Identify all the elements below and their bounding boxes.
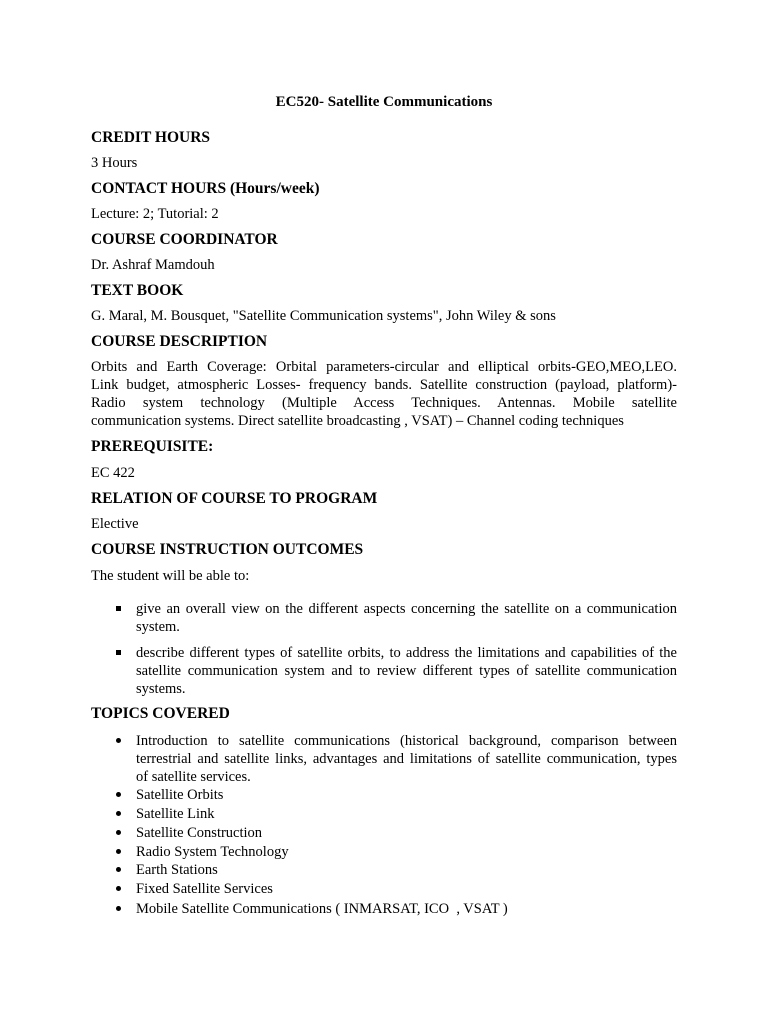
prerequisite-value: EC 422 <box>91 465 135 481</box>
dot-bullet-icon <box>116 886 121 891</box>
outcome-line: describe different types of satellite orbits, to address the limitations and capabilities of the <box>136 645 677 661</box>
course-description-heading: COURSE DESCRIPTION <box>91 333 268 350</box>
dot-bullet-icon <box>116 849 121 854</box>
course-coordinator-value: Dr. Ashraf Mamdouh <box>91 257 215 273</box>
course-title: EC520- Satellite Communications <box>275 94 493 110</box>
credit-hours-value: 3 Hours <box>91 155 138 171</box>
topic-item-text <box>136 732 677 786</box>
dot-bullet-icon <box>116 830 121 835</box>
topic-line: terrestrial and satellite links, advantages and limitations of satellite communication, types <box>136 751 677 767</box>
credit-hours-heading: CREDIT HOURS <box>91 129 211 146</box>
contact-hours-value: Lecture: 2; Tutorial: 2 <box>91 206 219 222</box>
topic-item-text: Radio System Technology <box>136 844 289 860</box>
description-line: Link budget, atmospheric Losses- frequency bands. Satellite construction (payload, platform)- <box>91 377 677 393</box>
topic-item-text: Mobile Satellite Communications ( INMARSAT, ICO , VSAT ) <box>136 901 508 917</box>
course-description-text <box>91 358 677 430</box>
prerequisite-heading: PREREQUISITE: <box>91 438 214 455</box>
dot-bullet-icon <box>116 867 121 872</box>
topic-item-text: Satellite Construction <box>136 825 263 841</box>
topic-item-text: Fixed Satellite Services <box>136 881 273 897</box>
description-line: Radio system technology (Multiple Access Techniques. Antennas. Mobile satellite <box>91 395 677 411</box>
text-book-heading: TEXT BOOK <box>91 282 184 299</box>
relation-value: Elective <box>91 516 139 532</box>
outcome-item-text <box>136 644 677 698</box>
outcome-item-text <box>136 600 677 636</box>
description-line: Orbits and Earth Coverage: Orbital parameters-circular and elliptical orbits-GEO,MEO,LEO. <box>91 359 677 375</box>
outcome-line: system. <box>136 619 180 635</box>
topic-line: Introduction to satellite communications (historical background, comparison between <box>136 733 677 749</box>
description-line: communication systems. Direct satellite broadcasting , VSAT) – Channel coding techniques <box>91 413 624 429</box>
relation-heading: RELATION OF COURSE TO PROGRAM <box>91 490 378 507</box>
course-coordinator-heading: COURSE COORDINATOR <box>91 231 278 248</box>
dot-bullet-icon <box>116 811 121 816</box>
topic-item-text: Earth Stations <box>136 862 218 878</box>
square-bullet-icon <box>116 650 121 655</box>
square-bullet-icon <box>116 606 121 611</box>
dot-bullet-icon <box>116 738 121 743</box>
outcome-line: systems. <box>136 681 186 697</box>
outcome-line: satellite communication system and to review different types of satellite communication <box>136 663 677 679</box>
text-book-value: G. Maral, M. Bousquet, "Satellite Communication systems", John Wiley & sons <box>91 308 556 324</box>
outcomes-intro: The student will be able to: <box>91 568 250 584</box>
topic-item-text: Satellite Link <box>136 806 215 822</box>
topics-heading: TOPICS COVERED <box>91 705 230 722</box>
outcomes-heading: COURSE INSTRUCTION OUTCOMES <box>91 541 364 558</box>
outcome-line: give an overall view on the different aspects concerning the satellite on a communication <box>136 601 677 617</box>
dot-bullet-icon <box>116 792 121 797</box>
dot-bullet-icon <box>116 906 121 911</box>
topic-item-text: Satellite Orbits <box>136 787 224 803</box>
topic-line: of satellite services. <box>136 769 251 785</box>
contact-hours-heading: CONTACT HOURS (Hours/week) <box>91 180 320 197</box>
